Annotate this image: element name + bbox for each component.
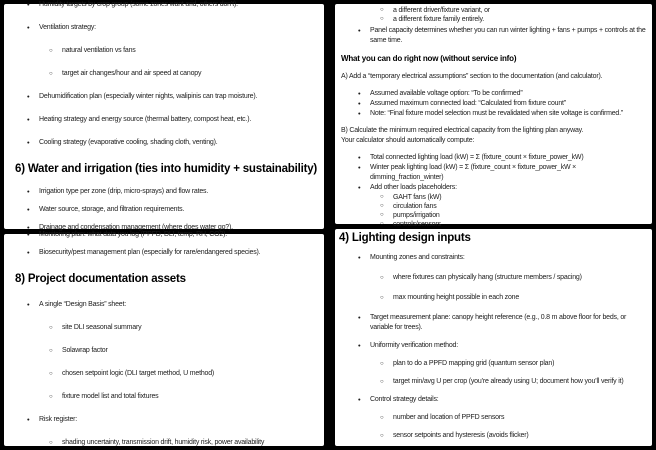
- bullet-icon: •: [27, 248, 30, 257]
- sub-list-item: [4, 369, 324, 379]
- sub-list-item: [335, 413, 652, 423]
- circle-bullet-icon: ○: [49, 348, 53, 354]
- list-item: [4, 115, 324, 125]
- circle-bullet-icon: ○: [380, 203, 384, 209]
- bullet-icon: •: [27, 92, 30, 101]
- circle-bullet-icon: ○: [49, 48, 53, 54]
- bullet-icon: •: [27, 300, 30, 309]
- document-page-top-left: [4, 0, 324, 232]
- doc-text: A single “Design Basis” sheet:: [39, 301, 126, 308]
- doc-text: shading uncertainty, transmission drift, humidity risk, power availability: [62, 439, 265, 446]
- bullet-icon: •: [358, 183, 361, 192]
- bullet-icon: •: [358, 109, 361, 118]
- list-item: [4, 300, 324, 310]
- document-page-bottom-right: [335, 229, 652, 446]
- circle-bullet-icon: ○: [49, 394, 53, 400]
- doc-text: where fixtures can physically hang (structure members / spacing): [393, 274, 582, 281]
- sub-list-item: [335, 211, 652, 220]
- bullet-icon: •: [27, 223, 30, 232]
- list-item: [335, 395, 652, 405]
- bullet-icon: •: [358, 153, 361, 162]
- section-heading: [4, 272, 324, 287]
- sub-list-item: [335, 193, 652, 202]
- bullet-icon: •: [27, 115, 30, 124]
- circle-bullet-icon: ○: [49, 440, 53, 446]
- list-item: [335, 109, 652, 119]
- bullet-icon: •: [27, 138, 30, 147]
- subsection-heading: [335, 53, 652, 65]
- list-item: [4, 187, 324, 197]
- doc-text: Panel capacity determines whether you can run winter lighting + fans + pumps + controls at the same time.: [370, 27, 646, 44]
- doc-text: Drainage and condensation management (where does water go?).: [39, 224, 233, 231]
- doc-text: Add other loads placeholders:: [370, 184, 457, 191]
- doc-text: Ventilation strategy:: [39, 24, 96, 31]
- doc-text: target min/avg U per crop (you’re already using U; document how you’ll verify it): [393, 378, 624, 385]
- list-item: [4, 230, 324, 240]
- doc-text: chosen setpoint logic (DLI target method, U method): [62, 370, 215, 377]
- sub-list-item: [4, 438, 324, 448]
- circle-bullet-icon: ○: [380, 16, 384, 22]
- doc-text: number and location of PPFD sensors: [393, 414, 505, 421]
- doc-text: max mounting height possible in each zone: [393, 294, 520, 301]
- doc-text: natural ventilation vs fans: [62, 47, 136, 54]
- doc-text: Humidity targets by crop group (some zones want arid, others don’t).: [39, 1, 238, 8]
- list-item: [335, 163, 652, 183]
- circle-bullet-icon: ○: [380, 212, 384, 218]
- circle-bullet-icon: ○: [49, 325, 53, 331]
- section-heading: [335, 231, 652, 246]
- doc-text: Winter peak lighting load (kW) = Σ (fixture_count × fixture_power_kW × dimming_fraction_winter): [370, 164, 577, 181]
- bullet-icon: •: [27, 415, 30, 424]
- bullet-icon: •: [358, 395, 361, 404]
- list-item: [4, 23, 324, 33]
- circle-bullet-icon: ○: [380, 7, 384, 13]
- document-page-top-right: [335, 4, 652, 228]
- doc-text: Uniformity verification method:: [370, 342, 458, 349]
- list-item: [4, 415, 324, 425]
- doc-text: Mounting zones and constraints:: [370, 254, 465, 261]
- doc-text: Control strategy details:: [370, 396, 439, 403]
- sub-list-item: [4, 46, 324, 56]
- list-item: [335, 99, 652, 109]
- sub-list-item: [335, 377, 652, 387]
- doc-text: Biosecurity/pest management plan (especially for rare/endangered species).: [39, 249, 261, 256]
- doc-text: Monitoring plan: what data you log (PPFD, DLI, temp, RH, CO2).: [39, 231, 227, 238]
- sub-list-item: [4, 346, 324, 356]
- doc-text: GAHT fans (kW): [393, 194, 442, 201]
- doc-text: Assumed maximum connected load: “Calculated from fixture count”: [370, 100, 566, 107]
- circle-bullet-icon: ○: [380, 275, 384, 281]
- circle-bullet-icon: ○: [49, 371, 53, 377]
- doc-text: fixture model list and total fixtures: [62, 393, 159, 400]
- doc-text: 8) Project documentation assets: [15, 273, 186, 285]
- doc-text: A) Add a “temporary electrical assumptions” section to the documentation (and calculator).: [341, 73, 603, 80]
- doc-text: Solawrap factor: [62, 347, 108, 354]
- bullet-icon: •: [358, 99, 361, 108]
- doc-text: circulation fans: [393, 203, 437, 210]
- doc-text: 6) Water and irrigation (ties into humidity + sustainability): [15, 163, 318, 175]
- list-item: [335, 313, 652, 333]
- doc-text: Target measurement plane: canopy height reference (e.g., 0.8 m above floor for beds, or variable for trees).: [370, 314, 627, 331]
- doc-text: Assumed available voltage option: “To be confirmed”: [370, 90, 523, 97]
- doc-text: Heating strategy and energy source (thermal battery, compost heat, etc.).: [39, 116, 252, 123]
- document-page-bottom-left: [4, 230, 324, 446]
- doc-text: Note: “Final fixture model selection must be revalidated when site voltage is confirmed.”: [370, 110, 623, 117]
- bullet-icon: •: [27, 187, 30, 196]
- doc-text: Irrigation type per zone (drip, micro-sprays) and flow rates.: [39, 188, 209, 195]
- list-item: [4, 248, 324, 258]
- doc-text: Water source, storage, and filtration requirements.: [39, 206, 185, 213]
- circle-bullet-icon: ○: [380, 415, 384, 421]
- circle-bullet-icon: ○: [380, 194, 384, 200]
- circle-bullet-icon: ○: [380, 379, 384, 385]
- doc-text: a different fixture family entirely.: [393, 16, 484, 23]
- circle-bullet-icon: ○: [380, 433, 384, 439]
- bullet-icon: •: [358, 313, 361, 322]
- bullet-icon: •: [27, 0, 30, 9]
- sub-list-item: [335, 15, 652, 24]
- doc-text: Risk register:: [39, 416, 78, 423]
- doc-text: a different driver/fixture variant, or: [393, 7, 490, 14]
- doc-text: site DLI seasonal summary: [62, 324, 142, 331]
- list-item: [335, 153, 652, 163]
- bullet-icon: •: [358, 26, 361, 35]
- list-item: [4, 205, 324, 215]
- circle-bullet-icon: ○: [380, 295, 384, 301]
- paragraph-line: [335, 126, 652, 136]
- list-item: [335, 26, 652, 46]
- circle-bullet-icon: ○: [380, 221, 384, 227]
- bullet-icon: •: [358, 341, 361, 350]
- list-item: [335, 183, 652, 193]
- doc-text: B) Calculate the minimum required electrical capacity from the lighting plan anyway.: [341, 127, 584, 134]
- sub-list-item: [335, 293, 652, 303]
- paragraph-line: [335, 136, 652, 146]
- doc-text: What you can do right now (without service info): [341, 54, 517, 63]
- list-item: [4, 138, 324, 148]
- sub-list-item: [335, 6, 652, 15]
- doc-text: Your calculator should automatically compute:: [341, 137, 475, 144]
- bullet-icon: •: [358, 253, 361, 262]
- circle-bullet-icon: ○: [49, 71, 53, 77]
- bullet-icon: •: [27, 205, 30, 214]
- sub-list-item: [4, 69, 324, 79]
- sub-list-item: [335, 220, 652, 229]
- sub-list-item: [4, 323, 324, 333]
- sub-list-item: [335, 273, 652, 283]
- doc-text: Total connected lighting load (kW) = Σ (fixture_count × fixture_power_kW): [370, 154, 584, 161]
- doc-text: plan to do a PPFD mapping grid (quantum sensor plan): [393, 360, 555, 367]
- bullet-icon: •: [358, 163, 361, 172]
- doc-text: target air changes/hour and air speed at canopy: [62, 70, 202, 77]
- sub-list-item: [335, 431, 652, 441]
- sub-list-item: [4, 392, 324, 402]
- sub-list-item: [335, 359, 652, 369]
- list-item: [4, 92, 324, 102]
- circle-bullet-icon: ○: [380, 361, 384, 367]
- paragraph-line: [335, 72, 652, 82]
- doc-text: controls/sensors: [393, 221, 441, 228]
- list-item: [335, 89, 652, 99]
- list-item: [4, 0, 324, 10]
- bullet-icon: •: [27, 23, 30, 32]
- list-item: [335, 253, 652, 263]
- doc-text: Cooling strategy (evaporative cooling, shading cloth, venting).: [39, 139, 218, 146]
- sub-list-item: [335, 202, 652, 211]
- doc-text: 4) Lighting design inputs: [339, 232, 471, 244]
- list-item: [335, 341, 652, 351]
- doc-text: sensor setpoints and hysteresis (avoids flicker): [393, 432, 529, 439]
- doc-text: pumps/irrigation: [393, 212, 440, 219]
- doc-text: Dehumidification plan (especially winter nights, walipinis can trap moisture).: [39, 93, 258, 100]
- bullet-icon: •: [27, 230, 30, 239]
- bullet-icon: •: [358, 89, 361, 98]
- section-heading: [4, 162, 324, 177]
